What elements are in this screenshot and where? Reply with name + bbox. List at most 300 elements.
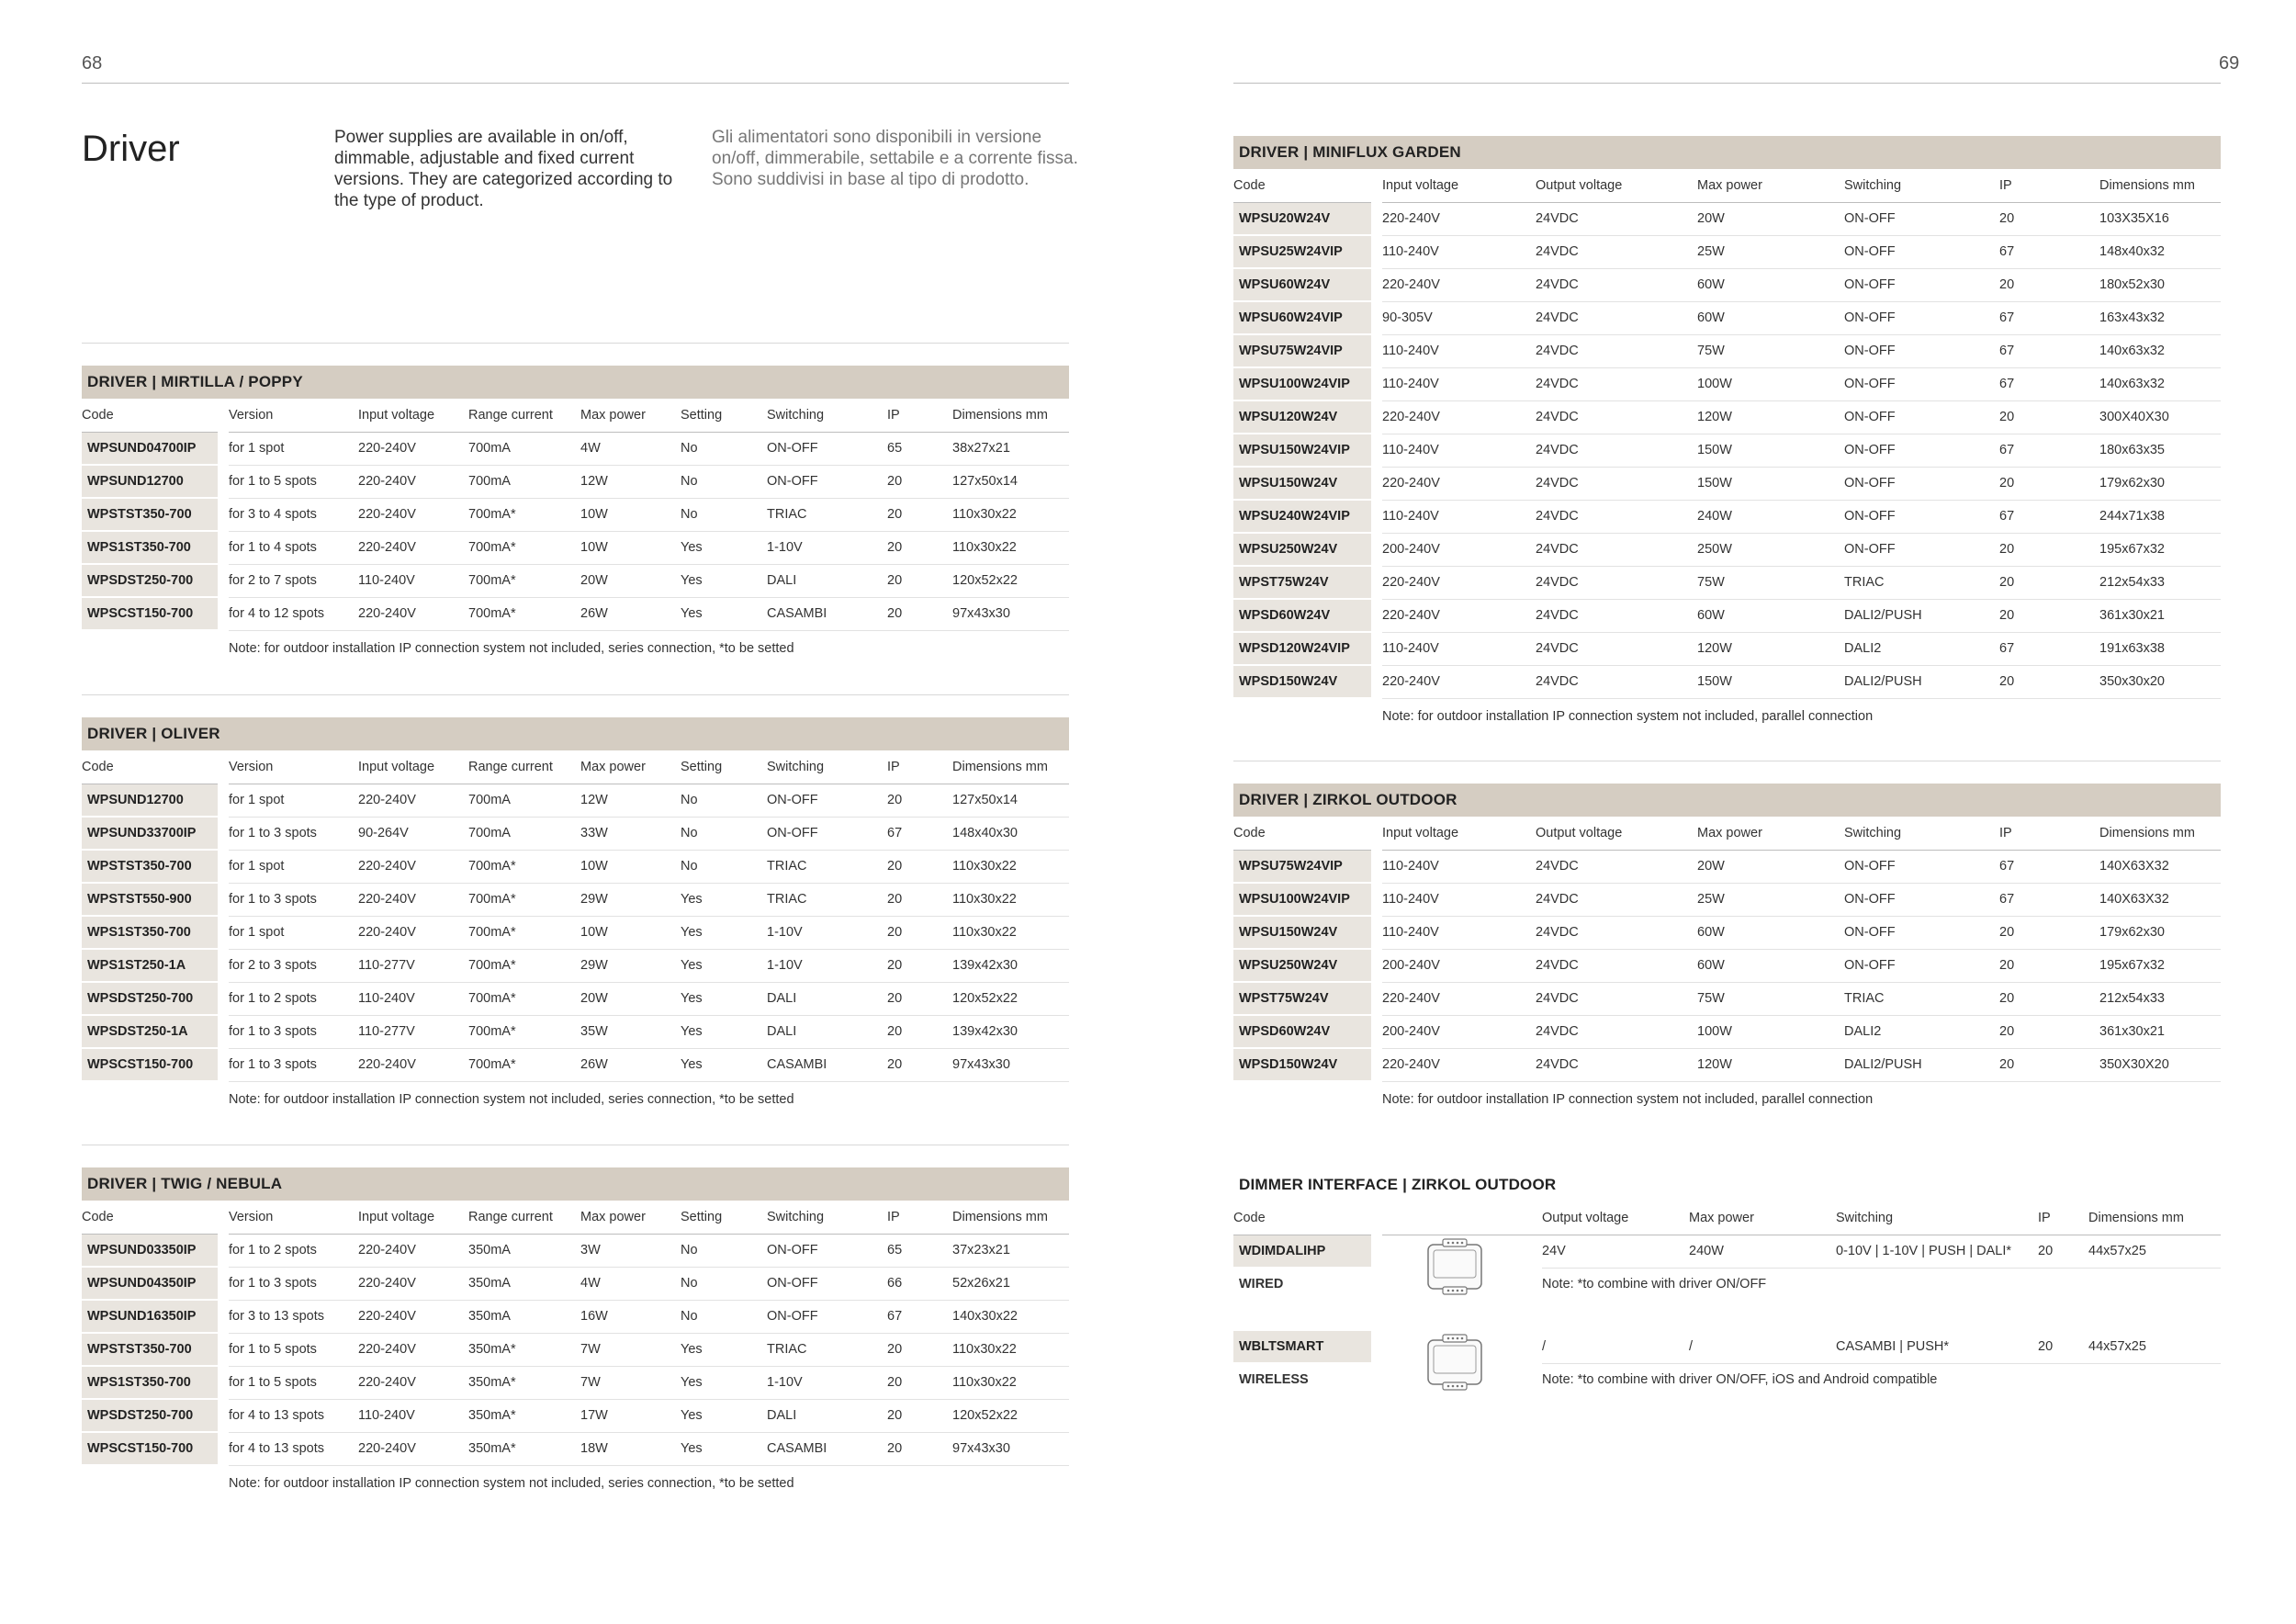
page-number: 68 bbox=[82, 53, 103, 73]
table-cell: for 4 to 13 spots bbox=[229, 1399, 358, 1432]
table-cell: 12W bbox=[580, 784, 681, 818]
product-code: WPS1ST350-700 bbox=[82, 531, 218, 564]
table-cell: 67 bbox=[1999, 334, 2099, 367]
table-cell: 24VDC bbox=[1536, 599, 1697, 632]
column-header: Version bbox=[229, 750, 358, 784]
table-cell: 220-240V bbox=[358, 1048, 468, 1081]
product-code: WPSDST250-700 bbox=[82, 982, 218, 1015]
column-header: Code bbox=[82, 399, 218, 433]
table-cell: 220-240V bbox=[358, 465, 468, 498]
column-gap bbox=[1371, 665, 1382, 698]
table-row bbox=[82, 883, 1069, 916]
table-cell: Yes bbox=[681, 1015, 767, 1048]
table-row bbox=[1233, 533, 2221, 566]
table-cell: ON-OFF bbox=[1844, 334, 1999, 367]
column-header: Max power bbox=[580, 750, 681, 784]
table-cell: / bbox=[1689, 1331, 1836, 1363]
table-row bbox=[1233, 1331, 2221, 1363]
table-cell: 75W bbox=[1697, 334, 1844, 367]
section-title: DRIVER | MINIFLUX GARDEN bbox=[1233, 136, 2221, 169]
table-row bbox=[1233, 1015, 2221, 1048]
product-code: WPSUND33700IP bbox=[82, 817, 218, 850]
table-cell: 700mA* bbox=[468, 597, 580, 630]
table-cell: for 1 to 5 spots bbox=[229, 1333, 358, 1366]
table-cell: 700mA* bbox=[468, 916, 580, 949]
table-cell: 60W bbox=[1697, 949, 1844, 982]
column-gap bbox=[1371, 883, 1382, 916]
table-cell: 60W bbox=[1697, 301, 1844, 334]
table-cell: 150W bbox=[1697, 665, 1844, 698]
table-cell: 220-240V bbox=[1382, 268, 1536, 301]
table-cell: ON-OFF bbox=[1844, 500, 1999, 533]
table-cell: TRIAC bbox=[767, 1333, 887, 1366]
table-cell: 700mA bbox=[468, 433, 580, 466]
table-cell: 350mA* bbox=[468, 1366, 580, 1399]
table-cell: 212x54x33 bbox=[2099, 982, 2221, 1015]
table-cell: ON-OFF bbox=[767, 433, 887, 466]
table-row bbox=[82, 564, 1069, 597]
column-gap bbox=[218, 883, 229, 916]
spacer-row bbox=[1233, 1300, 2221, 1331]
table-cell: TRIAC bbox=[767, 498, 887, 531]
table-row bbox=[82, 949, 1069, 982]
table-cell: ON-OFF bbox=[1844, 883, 1999, 916]
table-cell: 700mA bbox=[468, 465, 580, 498]
table-cell: 150W bbox=[1697, 434, 1844, 467]
table-cell: 67 bbox=[1999, 500, 2099, 533]
column-header: Switching bbox=[767, 399, 887, 433]
table-cell: 24VDC bbox=[1536, 1015, 1697, 1048]
table-row bbox=[82, 597, 1069, 630]
table-cell: ON-OFF bbox=[767, 1300, 887, 1333]
table-row bbox=[82, 1015, 1069, 1048]
table-cell: 110-240V bbox=[358, 1399, 468, 1432]
spec-table bbox=[1233, 169, 2221, 699]
table-cell: for 1 to 3 spots bbox=[229, 1048, 358, 1081]
table-cell: DALI2 bbox=[1844, 1015, 1999, 1048]
column-header: Dimensions mm bbox=[952, 750, 1069, 784]
table-cell: 700mA* bbox=[468, 850, 580, 883]
table-cell: 60W bbox=[1697, 268, 1844, 301]
table-cell: DALI bbox=[767, 1399, 887, 1432]
header-row bbox=[82, 399, 1069, 433]
table-cell: 24VDC bbox=[1536, 500, 1697, 533]
table-cell: 700mA* bbox=[468, 531, 580, 564]
table-row bbox=[1233, 883, 2221, 916]
column-header: Switching bbox=[1844, 169, 1999, 203]
table-row bbox=[82, 850, 1069, 883]
table-cell: 67 bbox=[887, 1300, 952, 1333]
product-code: WPSU100W24VIP bbox=[1233, 367, 1371, 400]
table-cell: 24VDC bbox=[1536, 566, 1697, 599]
column-gap bbox=[218, 399, 229, 433]
table-cell: 139x42x30 bbox=[952, 949, 1069, 982]
table-cell: 195x67x32 bbox=[2099, 533, 2221, 566]
product-code: WPSD120W24VIP bbox=[1233, 632, 1371, 665]
table-cell: 20 bbox=[887, 498, 952, 531]
table-cell: 350X30X20 bbox=[2099, 1048, 2221, 1081]
product-code: WPSU150W24VIP bbox=[1233, 434, 1371, 467]
table-row bbox=[82, 817, 1069, 850]
table-cell: for 1 to 3 spots bbox=[229, 1015, 358, 1048]
table-cell: 24VDC bbox=[1536, 235, 1697, 268]
table-cell: 191x63x38 bbox=[2099, 632, 2221, 665]
table-cell: 110-240V bbox=[1382, 632, 1536, 665]
table-cell: 220-240V bbox=[358, 784, 468, 818]
table-cell: 24VDC bbox=[1536, 268, 1697, 301]
table-row bbox=[82, 916, 1069, 949]
table-cell: 4W bbox=[580, 1267, 681, 1300]
table-cell: ON-OFF bbox=[767, 1267, 887, 1300]
table-cell: for 3 to 13 spots bbox=[229, 1300, 358, 1333]
table-cell: 350mA* bbox=[468, 1399, 580, 1432]
table-note: Note: for outdoor installation IP connection system not included, series connection, *to be setted bbox=[229, 1476, 794, 1491]
table-cell: for 1 to 5 spots bbox=[229, 1366, 358, 1399]
divider bbox=[82, 694, 1069, 695]
table-cell: 24VDC bbox=[1536, 533, 1697, 566]
section-title: DRIVER | MIRTILLA / POPPY bbox=[82, 366, 1069, 399]
top-rule bbox=[82, 83, 1069, 84]
table-cell: for 1 to 5 spots bbox=[229, 465, 358, 498]
column-gap bbox=[218, 1333, 229, 1366]
header-row bbox=[82, 1201, 1069, 1235]
table-cell: 20 bbox=[1999, 949, 2099, 982]
product-code: WPSUND04700IP bbox=[82, 433, 218, 466]
column-gap bbox=[218, 1201, 229, 1235]
table-cell: 24VDC bbox=[1536, 982, 1697, 1015]
table-cell: No bbox=[681, 784, 767, 818]
table-cell: 24V bbox=[1542, 1235, 1689, 1269]
product-code: WPSU150W24V bbox=[1233, 916, 1371, 949]
table-cell: 110x30x22 bbox=[952, 1333, 1069, 1366]
column-header: IP bbox=[887, 750, 952, 784]
table-cell: 110x30x22 bbox=[952, 1366, 1069, 1399]
table-cell: for 1 spot bbox=[229, 850, 358, 883]
column-gap bbox=[1371, 1363, 1382, 1395]
table-row bbox=[1233, 916, 2221, 949]
table-cell: 26W bbox=[580, 597, 681, 630]
table-cell: 148x40x30 bbox=[952, 817, 1069, 850]
table-cell: for 4 to 12 spots bbox=[229, 597, 358, 630]
table-cell: 75W bbox=[1697, 982, 1844, 1015]
table-cell: ON-OFF bbox=[1844, 467, 1999, 500]
column-header: Max power bbox=[1697, 817, 1844, 851]
table-cell: 110-277V bbox=[358, 1015, 468, 1048]
column-header: Code bbox=[1233, 169, 1371, 203]
table-cell: 97x43x30 bbox=[952, 1432, 1069, 1465]
column-header: Code bbox=[1233, 817, 1371, 851]
table-cell: 700mA* bbox=[468, 883, 580, 916]
table-cell: 240W bbox=[1689, 1235, 1836, 1269]
table-cell: ON-OFF bbox=[1844, 434, 1999, 467]
table-cell: 110-240V bbox=[1382, 434, 1536, 467]
table-cell: Yes bbox=[681, 982, 767, 1015]
product-code: WPSDST250-700 bbox=[82, 564, 218, 597]
table-row bbox=[82, 1366, 1069, 1399]
table-cell: 35W bbox=[580, 1015, 681, 1048]
table-cell: 140x63x32 bbox=[2099, 334, 2221, 367]
table-cell: 220-240V bbox=[1382, 1048, 1536, 1081]
table-row bbox=[1233, 851, 2221, 884]
table-row bbox=[1233, 1235, 2221, 1269]
table-cell: 67 bbox=[1999, 235, 2099, 268]
column-header: Setting bbox=[681, 750, 767, 784]
table-cell: 700mA* bbox=[468, 1048, 580, 1081]
table-cell: 163x43x32 bbox=[2099, 301, 2221, 334]
table-cell: for 1 to 2 spots bbox=[229, 1235, 358, 1268]
table-cell: ON-OFF bbox=[767, 1235, 887, 1268]
table-cell: 110-240V bbox=[1382, 851, 1536, 884]
table-cell: DALI bbox=[767, 982, 887, 1015]
table-cell: 220-240V bbox=[358, 1366, 468, 1399]
dimmer-table bbox=[1233, 1201, 2221, 1395]
table-cell: 24VDC bbox=[1536, 632, 1697, 665]
table-cell: Yes bbox=[681, 1399, 767, 1432]
table-cell: CASAMBI | PUSH* bbox=[1836, 1331, 2038, 1363]
column-gap bbox=[1371, 334, 1382, 367]
column-header: Input voltage bbox=[1382, 817, 1536, 851]
table-cell: 24VDC bbox=[1536, 203, 1697, 236]
table-cell: 33W bbox=[580, 817, 681, 850]
column-header: Max power bbox=[580, 1201, 681, 1235]
table-cell: 20W bbox=[580, 982, 681, 1015]
column-gap bbox=[1371, 1331, 1382, 1363]
header-row bbox=[1233, 169, 2221, 203]
product-code: WBLTSMART bbox=[1233, 1331, 1371, 1363]
top-rule bbox=[1233, 83, 2221, 84]
column-gap bbox=[218, 949, 229, 982]
table-cell: for 1 to 3 spots bbox=[229, 1267, 358, 1300]
column-gap bbox=[1371, 1015, 1382, 1048]
table-cell: Yes bbox=[681, 597, 767, 630]
table-cell: 220-240V bbox=[358, 1432, 468, 1465]
table-cell: 179x62x30 bbox=[2099, 467, 2221, 500]
column-header: Version bbox=[229, 399, 358, 433]
table-cell: 140X63X32 bbox=[2099, 851, 2221, 884]
table-cell: 100W bbox=[1697, 367, 1844, 400]
table-cell: 67 bbox=[1999, 434, 2099, 467]
table-row bbox=[1233, 632, 2221, 665]
table-cell: ON-OFF bbox=[767, 784, 887, 818]
table-cell: 148x40x32 bbox=[2099, 235, 2221, 268]
table-cell: 1-10V bbox=[767, 949, 887, 982]
product-code: WPSTST350-700 bbox=[82, 1333, 218, 1366]
table-cell: TRIAC bbox=[1844, 566, 1999, 599]
column-header: Range current bbox=[468, 399, 580, 433]
table-cell: 20 bbox=[887, 784, 952, 818]
table-cell: 20 bbox=[1999, 665, 2099, 698]
product-code: WPSD150W24V bbox=[1233, 665, 1371, 698]
table-cell: for 3 to 4 spots bbox=[229, 498, 358, 531]
table-cell: 75W bbox=[1697, 566, 1844, 599]
table-cell: 20 bbox=[1999, 566, 2099, 599]
table-cell: Yes bbox=[681, 531, 767, 564]
table-cell: 110-240V bbox=[1382, 367, 1536, 400]
table-cell: 20 bbox=[887, 949, 952, 982]
table-cell: for 2 to 7 spots bbox=[229, 564, 358, 597]
table-cell: 38x27x21 bbox=[952, 433, 1069, 466]
column-header: Code bbox=[1233, 1201, 1371, 1235]
table-row bbox=[1233, 434, 2221, 467]
product-code: WPSTST550-900 bbox=[82, 883, 218, 916]
product-code: WPSU60W24V bbox=[1233, 268, 1371, 301]
table-cell: No bbox=[681, 433, 767, 466]
table-cell: No bbox=[681, 1235, 767, 1268]
column-header: Setting bbox=[681, 399, 767, 433]
table-cell: 20 bbox=[1999, 467, 2099, 500]
spec-table bbox=[1233, 817, 2221, 1082]
table-row bbox=[1233, 500, 2221, 533]
table-cell: 110-240V bbox=[1382, 500, 1536, 533]
table-cell: 110-240V bbox=[358, 982, 468, 1015]
table-cell: 120x52x22 bbox=[952, 1399, 1069, 1432]
column-gap bbox=[218, 1432, 229, 1465]
table-cell: 24VDC bbox=[1536, 334, 1697, 367]
table-cell: ON-OFF bbox=[767, 465, 887, 498]
table-cell: 20 bbox=[887, 1366, 952, 1399]
table-cell: 67 bbox=[1999, 632, 2099, 665]
section-oliver bbox=[82, 717, 1069, 1117]
table-cell: No bbox=[681, 498, 767, 531]
column-gap bbox=[1371, 533, 1382, 566]
column-gap bbox=[218, 850, 229, 883]
table-cell: 220-240V bbox=[1382, 566, 1536, 599]
table-cell: No bbox=[681, 1267, 767, 1300]
column-gap bbox=[218, 750, 229, 784]
table-row bbox=[1233, 467, 2221, 500]
column-header: Input voltage bbox=[358, 750, 468, 784]
table-cell: 220-240V bbox=[358, 850, 468, 883]
table-cell: for 1 to 3 spots bbox=[229, 883, 358, 916]
column-gap bbox=[218, 982, 229, 1015]
table-note: Note: for outdoor installation IP connection system not included, series connection, *to be setted bbox=[229, 641, 794, 656]
table-cell: 20 bbox=[887, 1048, 952, 1081]
column-gap bbox=[1371, 203, 1382, 236]
table-cell: ON-OFF bbox=[1844, 851, 1999, 884]
table-cell: 220-240V bbox=[1382, 599, 1536, 632]
product-code: WPSU20W24V bbox=[1233, 203, 1371, 236]
table-row bbox=[82, 1399, 1069, 1432]
table-cell: for 1 to 4 spots bbox=[229, 531, 358, 564]
table-row bbox=[82, 1235, 1069, 1268]
product-code: WPSD60W24V bbox=[1233, 1015, 1371, 1048]
table-cell: 103X35X16 bbox=[2099, 203, 2221, 236]
table-cell: 24VDC bbox=[1536, 301, 1697, 334]
table-cell: Yes bbox=[681, 1048, 767, 1081]
column-header: Switching bbox=[767, 1201, 887, 1235]
column-header: Dimensions mm bbox=[2088, 1201, 2221, 1235]
table-cell: 700mA bbox=[468, 784, 580, 818]
column-header: Max power bbox=[580, 399, 681, 433]
column-gap bbox=[218, 531, 229, 564]
table-cell: 1-10V bbox=[767, 916, 887, 949]
column-header: IP bbox=[1999, 169, 2099, 203]
table-row bbox=[1233, 665, 2221, 698]
column-gap bbox=[218, 1015, 229, 1048]
column-gap bbox=[1371, 982, 1382, 1015]
column-header: Input voltage bbox=[358, 1201, 468, 1235]
column-header: Dimensions mm bbox=[2099, 169, 2221, 203]
column-gap bbox=[1371, 268, 1382, 301]
table-cell: 20 bbox=[887, 1432, 952, 1465]
column-gap bbox=[218, 498, 229, 531]
table-cell: 60W bbox=[1697, 599, 1844, 632]
intro-english bbox=[334, 127, 702, 211]
table-cell: Yes bbox=[681, 564, 767, 597]
table-cell: 24VDC bbox=[1536, 1048, 1697, 1081]
table-cell: 26W bbox=[580, 1048, 681, 1081]
section-title: DRIVER | TWIG / NEBULA bbox=[82, 1167, 1069, 1201]
column-gap bbox=[218, 784, 229, 818]
table-cell: ON-OFF bbox=[1844, 367, 1999, 400]
column-gap bbox=[1371, 169, 1382, 203]
table-cell: 110x30x22 bbox=[952, 850, 1069, 883]
table-cell: 24VDC bbox=[1536, 949, 1697, 982]
section-twig-nebula bbox=[82, 1167, 1069, 1501]
column-gap bbox=[218, 433, 229, 466]
column-header: Code bbox=[82, 1201, 218, 1235]
table-cell: 20 bbox=[1999, 916, 2099, 949]
table-cell: DALI2/PUSH bbox=[1844, 599, 1999, 632]
table-cell: 212x54x33 bbox=[2099, 566, 2221, 599]
product-code: WPSTST350-700 bbox=[82, 850, 218, 883]
column-gap bbox=[1371, 400, 1382, 434]
column-header: Switching bbox=[1836, 1201, 2038, 1235]
table-row bbox=[1233, 599, 2221, 632]
column-header: Output voltage bbox=[1536, 169, 1697, 203]
column-gap bbox=[1371, 1235, 1382, 1269]
table-cell: 220-240V bbox=[358, 883, 468, 916]
column-gap bbox=[1371, 566, 1382, 599]
column-gap bbox=[1371, 1048, 1382, 1081]
table-cell: 180x52x30 bbox=[2099, 268, 2221, 301]
table-cell: 361x30x21 bbox=[2099, 599, 2221, 632]
table-cell: 24VDC bbox=[1536, 665, 1697, 698]
table-cell: ON-OFF bbox=[1844, 235, 1999, 268]
table-cell: 220-240V bbox=[1382, 982, 1536, 1015]
column-gap bbox=[1371, 632, 1382, 665]
table-cell: 700mA* bbox=[468, 498, 580, 531]
table-cell: 44x57x25 bbox=[2088, 1331, 2221, 1363]
table-cell: 20 bbox=[1999, 1048, 2099, 1081]
product-code: WPSUND16350IP bbox=[82, 1300, 218, 1333]
table-cell: ON-OFF bbox=[1844, 301, 1999, 334]
product-code: WPSDST250-700 bbox=[82, 1399, 218, 1432]
table-cell: 7W bbox=[580, 1366, 681, 1399]
device-image-cell bbox=[1382, 1331, 1542, 1395]
table-cell: 65 bbox=[887, 1235, 952, 1268]
column-gap bbox=[218, 916, 229, 949]
table-cell: No bbox=[681, 817, 767, 850]
table-cell: 220-240V bbox=[358, 531, 468, 564]
right-page bbox=[1148, 0, 2296, 1624]
table-row bbox=[82, 982, 1069, 1015]
table-cell: 10W bbox=[580, 850, 681, 883]
table-cell: 10W bbox=[580, 916, 681, 949]
header-row bbox=[1233, 817, 2221, 851]
column-header: IP bbox=[887, 1201, 952, 1235]
table-cell: 140X63X32 bbox=[2099, 883, 2221, 916]
table-cell: 110x30x22 bbox=[952, 883, 1069, 916]
table-note: Note: for outdoor installation IP connection system not included, parallel connection bbox=[1382, 1092, 1874, 1107]
product-code: WPSU75W24VIP bbox=[1233, 851, 1371, 884]
table-cell: 20 bbox=[887, 597, 952, 630]
table-cell: 110-277V bbox=[358, 949, 468, 982]
table-cell: 179x62x30 bbox=[2099, 916, 2221, 949]
table-cell: 120W bbox=[1697, 1048, 1844, 1081]
table-cell: 67 bbox=[887, 817, 952, 850]
product-code: WPSU120W24V bbox=[1233, 400, 1371, 434]
